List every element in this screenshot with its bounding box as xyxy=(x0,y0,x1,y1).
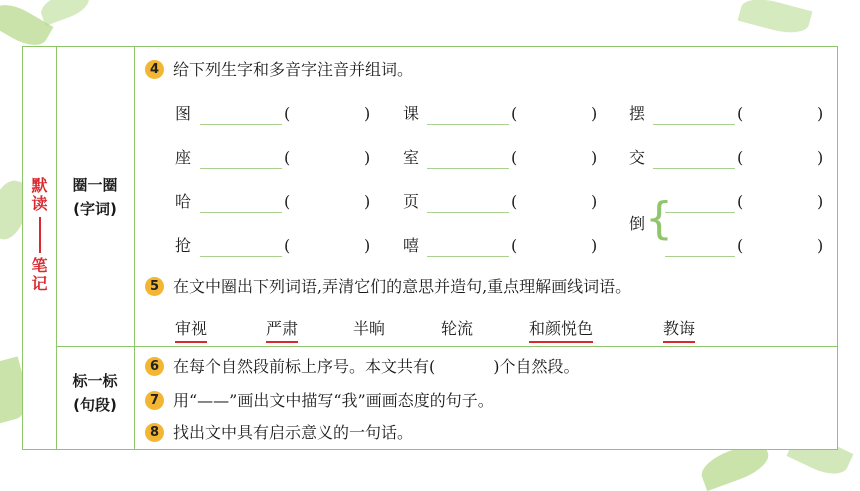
char-cell: 摆 xyxy=(629,104,646,123)
section-label-column xyxy=(56,47,135,449)
char-cell: 图 xyxy=(175,104,192,123)
vocab-word: 和颜悦色 xyxy=(529,319,593,343)
pinyin-blank[interactable] xyxy=(653,124,735,125)
question-number-badge: 4 xyxy=(145,60,164,79)
section-label-sentences xyxy=(56,369,134,417)
question-text: 用“——”画出文中描写“我”画画态度的句子。 xyxy=(173,391,494,410)
question-number-badge: 6 xyxy=(145,357,164,376)
notes-table xyxy=(22,46,838,450)
pinyin-blank[interactable] xyxy=(665,256,735,257)
section-label-line: (字词) xyxy=(73,200,117,218)
section-label-line: 圈一圈 xyxy=(72,176,118,194)
section-label-line: 标一标 xyxy=(72,372,118,390)
paren-open: ( xyxy=(737,104,744,123)
paren-open: ( xyxy=(737,236,744,255)
vertical-dash xyxy=(39,217,41,253)
pinyin-blank[interactable] xyxy=(427,168,509,169)
char-cell: 座 xyxy=(175,148,192,167)
section-label-line: (句段) xyxy=(73,396,117,414)
paren-open: ( xyxy=(284,192,291,211)
paren-close: ) xyxy=(591,104,598,123)
pinyin-blank[interactable] xyxy=(200,124,282,125)
section-label-words xyxy=(56,173,134,221)
pinyin-blank[interactable] xyxy=(200,212,282,213)
paren-open: ( xyxy=(284,148,291,167)
paren-open: ( xyxy=(284,104,291,123)
section-divider xyxy=(56,346,837,347)
vocab-word: 轮流 xyxy=(441,319,474,338)
paren-close: ) xyxy=(591,148,598,167)
question-text: 在文中圈出下列词语,弄清它们的意思并造句,重点理解画线词语。 xyxy=(173,277,632,296)
sidebar-char: 笔 xyxy=(31,256,48,275)
char-cell: 页 xyxy=(403,192,420,211)
paren-open: ( xyxy=(737,148,744,167)
paren-close: ) xyxy=(817,192,824,211)
paren-open: ( xyxy=(511,236,518,255)
question-text: 找出文中具有启示意义的一句话。 xyxy=(173,423,414,442)
paren-close: ) xyxy=(591,236,598,255)
vocab-word: 严肃 xyxy=(266,319,298,343)
paren-close: ) xyxy=(817,236,824,255)
pinyin-blank[interactable] xyxy=(653,168,735,169)
char-cell: 室 xyxy=(403,148,420,167)
brace-icon: { xyxy=(645,193,673,244)
paren-close: ) xyxy=(364,236,371,255)
pinyin-blank[interactable] xyxy=(665,212,735,213)
sidebar-char: 记 xyxy=(31,274,48,293)
paren-close: ) xyxy=(817,104,824,123)
vocab-word: 教诲 xyxy=(663,319,695,343)
question-text-part: 在每个自然段前标上序号。本文共有( xyxy=(173,357,436,376)
polyphone-char: 倒 xyxy=(629,214,646,233)
char-cell: 嘻 xyxy=(403,236,420,255)
pinyin-blank[interactable] xyxy=(427,212,509,213)
paren-open: ( xyxy=(511,104,518,123)
vocab-word: 半晌 xyxy=(353,319,386,338)
paren-close: ) xyxy=(817,148,824,167)
paren-open: ( xyxy=(511,148,518,167)
question-number-badge: 7 xyxy=(145,391,164,410)
question-number-badge: 5 xyxy=(145,277,164,296)
pinyin-blank[interactable] xyxy=(200,168,282,169)
paren-close: ) xyxy=(364,104,371,123)
char-cell: 课 xyxy=(403,104,420,123)
question-text xyxy=(173,357,580,377)
sidebar-title xyxy=(23,177,56,293)
paren-open: ( xyxy=(511,192,518,211)
pinyin-blank[interactable] xyxy=(427,256,509,257)
leaf-decoration xyxy=(738,0,813,39)
paren-close: ) xyxy=(364,148,371,167)
paren-open: ( xyxy=(737,192,744,211)
sidebar-column xyxy=(23,47,57,449)
pinyin-blank[interactable] xyxy=(427,124,509,125)
paren-close: ) xyxy=(591,192,598,211)
char-cell: 交 xyxy=(629,148,646,167)
sidebar-char: 默 xyxy=(31,176,48,195)
vocab-word: 审视 xyxy=(175,319,207,343)
question-text-part: )个自然段。 xyxy=(493,357,580,376)
question-number-badge: 8 xyxy=(145,423,164,442)
pinyin-blank[interactable] xyxy=(200,256,282,257)
paren-open: ( xyxy=(284,236,291,255)
paren-close: ) xyxy=(364,192,371,211)
question-text: 给下列生字和多音字注音并组词。 xyxy=(173,60,414,79)
leaf-decoration xyxy=(37,0,92,26)
char-cell: 哈 xyxy=(175,192,192,211)
sidebar-char: 读 xyxy=(31,194,48,213)
char-cell: 抢 xyxy=(175,236,192,255)
